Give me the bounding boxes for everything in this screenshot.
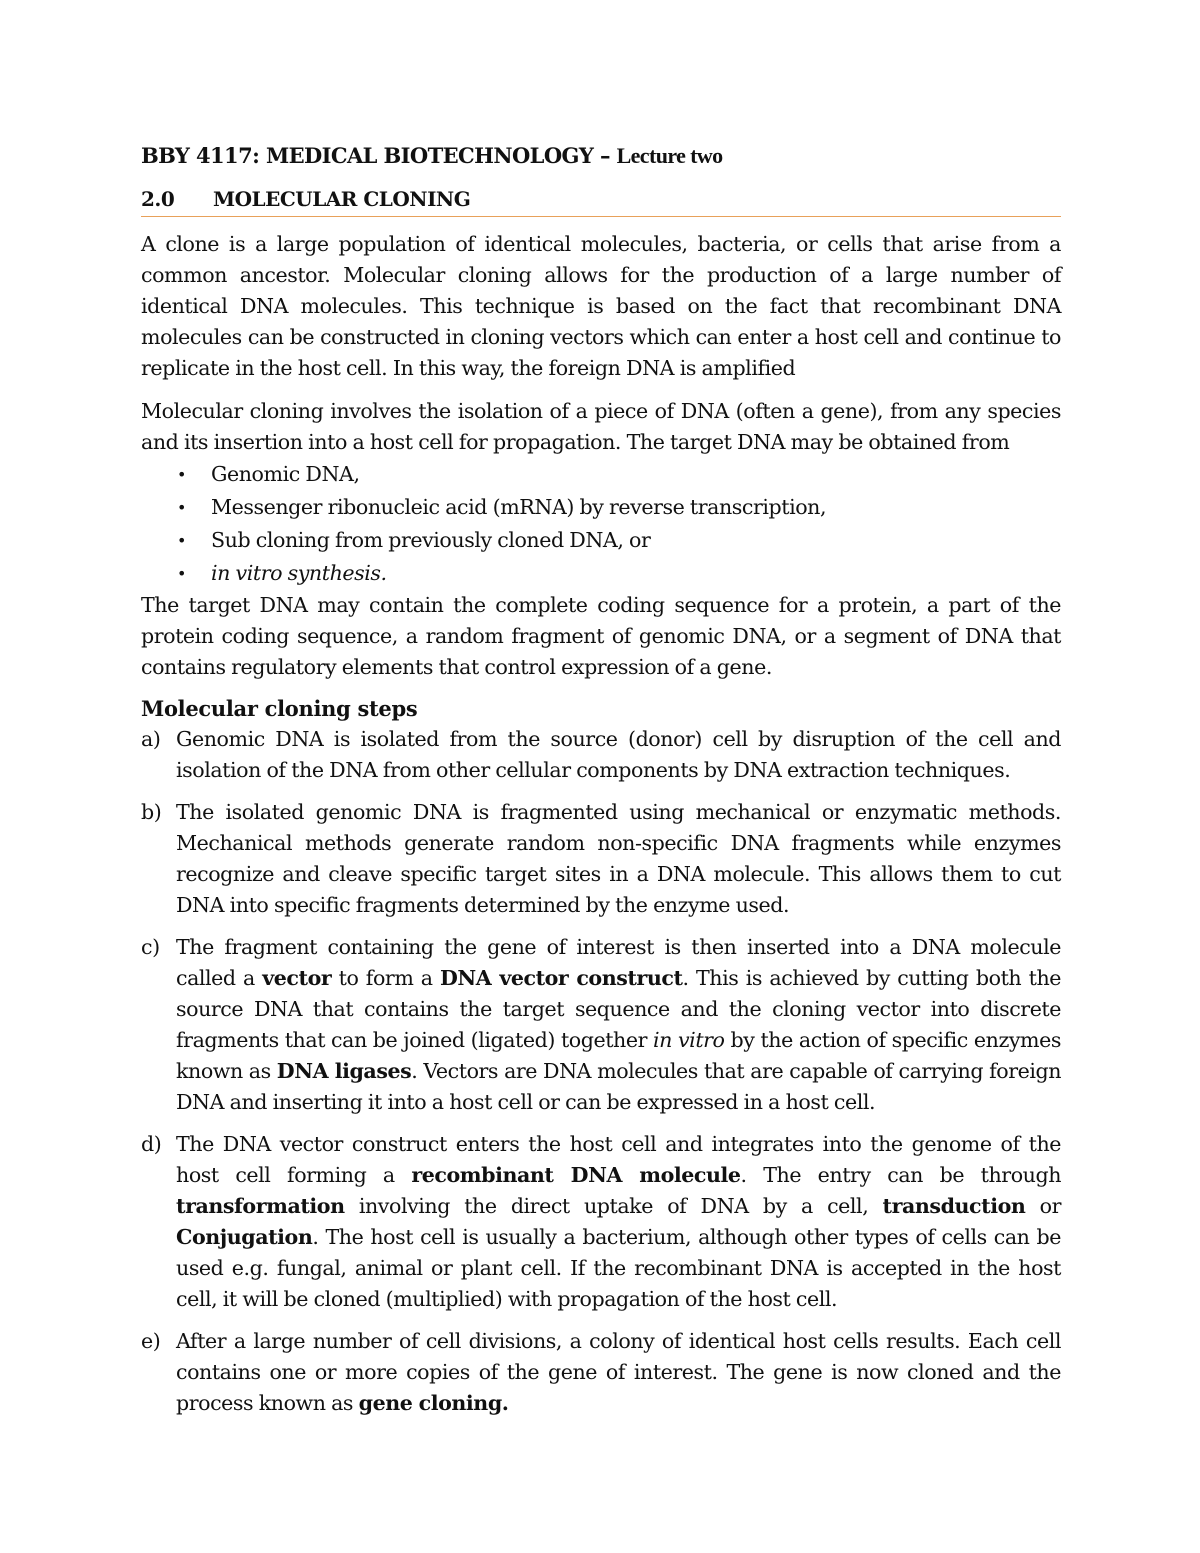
- section-title: MOLECULAR CLONING: [213, 187, 471, 211]
- intro-paragraph-1: A clone is a large population of identical molecules, bacteria, or cells that arise from a common ancestor. Molecular cloning allows for the production of a large number of identical DNA molecules. This technique is based on the fact that recombinant DNA molecules can be constructed in cloning vectors which can enter a host cell and continue to replicate in the host cell. In this way, the foreign DNA is amplified: [141, 232, 1061, 380]
- dna-sources-list: [141, 458, 1061, 590]
- intro-paragraph-3: The target DNA may contain the complete coding sequence for a protein, a part of the protein coding sequence, a random fragment of genomic DNA, or a segment of DNA that contains regulatory elements that control expression of a gene.: [141, 593, 1061, 679]
- list-item-text: Messenger ribonucleic acid (mRNA) by reverse transcription,: [211, 495, 827, 519]
- steps-heading: Molecular cloning steps: [141, 696, 418, 721]
- term-dna-vector-construct: DNA vector construct: [440, 966, 683, 990]
- list-item: [141, 524, 1061, 557]
- term-transformation: transformation: [176, 1194, 345, 1218]
- term-conjugation: Conjugation: [176, 1225, 313, 1249]
- list-item-text: Sub cloning from previously cloned DNA, or: [211, 528, 651, 552]
- list-item: [141, 557, 1061, 590]
- step-marker: e): [141, 1329, 161, 1353]
- step-text: to form a: [331, 966, 440, 990]
- list-item-text: in vitro synthesis.: [211, 561, 387, 585]
- lecture-label: Lecture two: [616, 143, 723, 168]
- bullet-icon: •: [177, 498, 186, 517]
- term-vector: vector: [262, 966, 332, 990]
- course-title: BBY 4117: MEDICAL BIOTECHNOLOGY –: [141, 143, 617, 168]
- step-d: [141, 1129, 1061, 1315]
- step-c: [141, 932, 1061, 1118]
- step-text: The fragment containing the gene of interest is then inserted into a DNA molecule called a: [176, 935, 1061, 990]
- step-text: Genomic DNA is isolated from the source (donor) cell by disruption of the cell and isolation of the DNA from other cellular components by DNA extraction techniques.: [176, 727, 1061, 782]
- step-text: . Vectors are DNA molecules that are capable of carrying foreign DNA and inserting it into a host cell or can be expressed in a host cell.: [176, 1059, 1062, 1114]
- term-transduction: transduction: [882, 1194, 1026, 1218]
- step-a: [141, 724, 1061, 786]
- step-text: involving the direct uptake of DNA by a cell,: [344, 1194, 883, 1218]
- step-e: [141, 1326, 1061, 1419]
- step-marker: c): [141, 935, 160, 959]
- list-item-text: Genomic DNA,: [211, 462, 360, 486]
- step-b: [141, 797, 1061, 921]
- step-text: or: [1025, 1194, 1061, 1218]
- step-text: . The entry can be through: [740, 1163, 1062, 1187]
- document-page: [141, 138, 1061, 1430]
- bullet-icon: •: [177, 564, 186, 583]
- step-text: The isolated genomic DNA is fragmented using mechanical or enzymatic methods. Mechanical methods generate random non-specific DNA fragments while enzymes recognize and cleave specific target sites in a DNA molecule. This allows them to cut DNA into specific fragments determined by the enzyme used.: [176, 800, 1061, 917]
- step-marker: a): [141, 727, 161, 751]
- section-heading: [141, 182, 1061, 217]
- document-title: [141, 138, 1061, 174]
- intro-paragraph-2: Molecular cloning involves the isolation of a piece of DNA (often a gene), from any species and its insertion into a host cell for propagation. The target DNA may be obtained from: [141, 399, 1061, 454]
- list-item: [141, 491, 1061, 524]
- bullet-icon: •: [177, 531, 186, 550]
- term-recombinant-dna-molecule: recombinant DNA molecule: [411, 1163, 741, 1187]
- step-marker: b): [141, 800, 162, 824]
- bullet-icon: •: [177, 465, 186, 484]
- term-dna-ligases: DNA ligases: [276, 1059, 412, 1083]
- section-number: 2.0: [141, 187, 175, 211]
- term-in-vitro: in vitro: [653, 1028, 725, 1052]
- step-text: . This is achieved by cutting both the source DNA that contains the target sequence and the cloning vector into discrete fragments that can be joined (ligated) together: [176, 966, 1061, 1052]
- step-text: After a large number of cell divisions, a colony of identical host cells results. Each cell contains one or more copies of the gene of interest. The gene is now cloned and the process known as: [176, 1329, 1061, 1415]
- step-marker: d): [141, 1132, 162, 1156]
- list-item: [141, 458, 1061, 491]
- step-text: by the action of specific enzymes known as: [176, 1028, 1061, 1083]
- term-gene-cloning: gene cloning.: [358, 1391, 509, 1415]
- step-text: The DNA vector construct enters the host cell and integrates into the genome of the host cell forming a: [176, 1132, 1061, 1187]
- step-text: . The host cell is usually a bacterium, although other types of cells can be used e.g. fungal, animal or plant cell. If the recombinant DNA is accepted in the host cell, it will be cloned (multiplied) with propagation of the host cell.: [176, 1225, 1061, 1311]
